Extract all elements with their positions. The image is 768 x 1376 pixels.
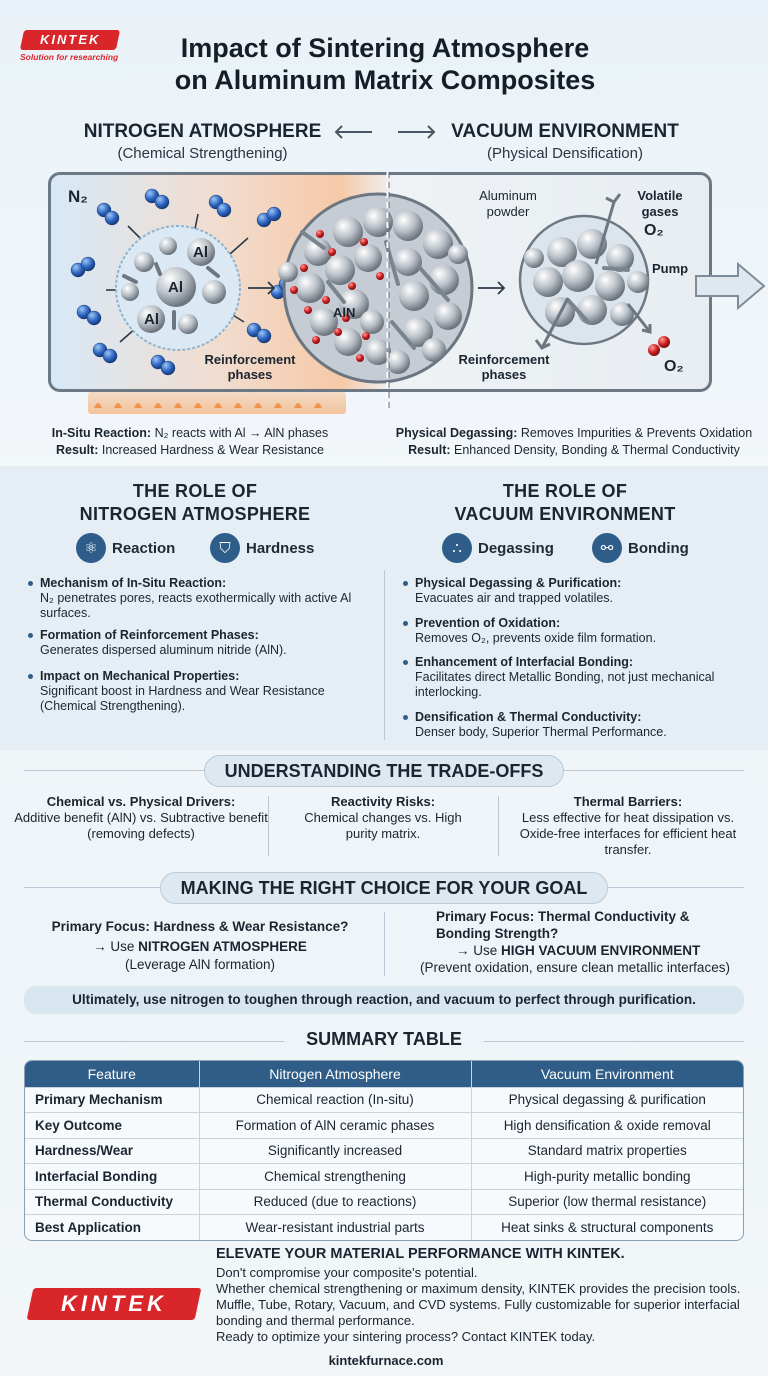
table-header-row — [25, 1061, 743, 1087]
volatile-gases-label: Volatile gases — [637, 188, 683, 219]
tag-degassing: ∴ Degassing — [442, 533, 554, 563]
nitrogen-role-heading: THE ROLE OF NITROGEN ATMOSPHERE — [79, 481, 311, 524]
n2-label: N₂ — [68, 187, 88, 206]
tag-reaction: ⚛ Reaction — [76, 533, 175, 563]
vacuum-caption: Physical Degassing: Removes Impurities & Prevents Oxidation Result: Enhanced Density, Bonding & Thermal Conductivity — [395, 426, 753, 457]
vacuum-heading: VACUUM ENVIRONMENT — [451, 121, 679, 142]
table-row — [25, 1138, 743, 1164]
tradeoffs-divider-1 — [268, 796, 269, 856]
reinforcement-right-label: Reinforcement phases — [458, 352, 550, 382]
tradeoffs-divider-2 — [498, 796, 499, 856]
pump-label: Pump — [652, 261, 689, 276]
conclusion-banner: Ultimately, use nitrogen to toughen through reaction, and vacuum to perfect through purification. — [24, 986, 744, 1014]
summary-heading: SUMMARY TABLE — [284, 1029, 484, 1050]
choice-right: Primary Focus: Thermal Conductivity & Bonding Strength? → Use HIGH VACUUM ENVIRONMENT (Prevent oxidation, ensure clean metallic interfaces) — [420, 909, 730, 975]
molecule-icon: ⚛ — [76, 533, 106, 563]
table-header-cell: Nitrogen Atmosphere — [199, 1061, 471, 1087]
nitrogen-heading: NITROGEN ATMOSPHERE — [83, 121, 322, 142]
title-line-1: Impact of Sintering Atmosphere — [180, 33, 590, 63]
page-title — [120, 32, 650, 96]
tradeoff-col-3: Thermal Barriers: Less effective for heat dissipation vs. Oxide-free interfaces for efficient heat transfer. — [519, 794, 737, 857]
table-cell: Reduced (due to reactions) — [199, 1189, 471, 1215]
vacuum-bullet-3: Enhancement of Interfacial Bonding: Facilitates direct Metallic Bonding, not just mechanical interlocking. — [415, 655, 745, 700]
table-cell: Thermal Conductivity — [25, 1189, 199, 1215]
table-cell: High densification & oxide removal — [471, 1113, 743, 1139]
summary-table — [24, 1060, 744, 1241]
aluminum-powder-label: Aluminum powder — [479, 188, 537, 219]
al-label-top: Al — [193, 244, 208, 261]
tradeoff-col-2: Reactivity Risks: Chemical changes vs. High purity matrix. — [304, 794, 462, 841]
tradeoff-col-1: Chemical vs. Physical Drivers: Additive benefit (AlN) vs. Subtractive benefit (removing defects) — [14, 794, 268, 841]
table-cell: Heat sinks & structural components — [471, 1215, 743, 1241]
table-cell: Standard matrix properties — [471, 1138, 743, 1164]
table-cell: Chemical strengthening — [199, 1164, 471, 1190]
bubbles-icon: ∴ — [442, 533, 472, 563]
footer-website-link[interactable]: kintekfurnace.com — [328, 1353, 444, 1368]
roles-divider — [384, 570, 385, 740]
link-icon: ⚯ — [592, 533, 622, 563]
table-row — [25, 1087, 743, 1113]
aln-label: AlN — [333, 305, 356, 320]
vacuum-subheading: (Physical Densification) — [487, 145, 643, 162]
reinforcement-left-label: Reinforcement phases — [204, 352, 296, 382]
tradeoffs-heading: UNDERSTANDING THE TRADE-OFFS — [204, 755, 564, 787]
split-arrows-icon — [330, 122, 440, 152]
vacuum-bullet-2: Prevention of Oxidation: Removes O₂, prevents oxide film formation. — [415, 616, 745, 646]
nitrogen-caption: In-Situ Reaction: N₂ reacts with Al → AlN phases Result: Increased Hardness & Wear Resistance — [51, 426, 329, 457]
choice-divider — [384, 912, 385, 976]
al-label-bottom: Al — [144, 311, 159, 328]
kintek-logo: KINTEK — [20, 30, 120, 50]
table-cell: Physical degassing & purification — [471, 1087, 743, 1113]
tag-hardness: ⛉ Hardness — [210, 533, 314, 563]
footer-headline: ELEVATE YOUR MATERIAL PERFORMANCE WITH KINTEK. — [216, 1246, 625, 1262]
vacuum-bullet-4: Densification & Thermal Conductivity: Denser body, Superior Thermal Performance. — [415, 710, 745, 740]
nitrogen-subheading: (Chemical Strengthening) — [117, 145, 288, 162]
table-cell: Hardness/Wear — [25, 1138, 199, 1164]
al-label-center: Al — [168, 279, 183, 296]
vacuum-role-heading: THE ROLE OF VACUUM ENVIRONMENT — [454, 481, 676, 524]
table-cell: Chemical reaction (In-situ) — [199, 1087, 471, 1113]
table-header-cell: Feature — [25, 1061, 199, 1087]
table-cell: Key Outcome — [25, 1113, 199, 1139]
table-header-cell: Vacuum Environment — [471, 1061, 743, 1087]
table-row — [25, 1189, 743, 1215]
table-cell: Significantly increased — [199, 1138, 471, 1164]
table-row — [25, 1113, 743, 1139]
table-cell: High-purity metallic bonding — [471, 1164, 743, 1190]
table-cell: Wear-resistant industrial parts — [199, 1215, 471, 1241]
table-cell: Primary Mechanism — [25, 1087, 199, 1113]
o2-label-top: O₂ — [644, 222, 664, 239]
footer-kintek-logo: KINTEK — [27, 1288, 202, 1320]
title-line-2: on Aluminum Matrix Composites — [174, 65, 596, 95]
table-row — [25, 1164, 743, 1190]
logo-tagline: Solution for researching — [20, 52, 119, 62]
choice-left: Primary Focus: Hardness & Wear Resistance? → Use NITROGEN ATMOSPHERE (Leverage AlN formation) — [51, 919, 349, 972]
nitrogen-bullet-3: Impact on Mechanical Properties: Significant boost in Hardness and Wear Resistance (Chemical Strengthening). — [40, 669, 370, 714]
table-cell: Formation of AlN ceramic phases — [199, 1113, 471, 1139]
tag-bonding: ⚯ Bonding — [592, 533, 689, 563]
nitrogen-bullet-2: Formation of Reinforcement Phases: Generates dispersed aluminum nitride (AlN). — [40, 628, 370, 658]
table-row — [25, 1215, 743, 1241]
table-cell: Best Application — [25, 1215, 199, 1241]
vacuum-bullet-1: Physical Degassing & Purification: Evacuates air and trapped volatiles. — [415, 576, 745, 606]
footer-body: Don't compromise your composite's potential. Whether chemical strengthening or maximum density, KINTEK provides the precision tools. Muffle, Tube, Rotary, Vacuum, and CVD systems. Fully customizable for superior interfacial bonding and thermal performance. Ready to optimize your sintering process? Contact KINTEK today. — [216, 1265, 741, 1344]
choice-heading: MAKING THE RIGHT CHOICE FOR YOUR GOAL — [160, 872, 608, 904]
shield-icon: ⛉ — [210, 533, 240, 563]
nitrogen-bullet-1: Mechanism of In-Situ Reaction: N₂ penetrates pores, reacts exothermically with active Al surfaces. — [40, 576, 370, 621]
o2-label-bottom: O₂ — [664, 358, 684, 375]
heater-bar — [88, 392, 346, 414]
table-cell: Superior (low thermal resistance) — [471, 1189, 743, 1215]
table-cell: Interfacial Bonding — [25, 1164, 199, 1190]
